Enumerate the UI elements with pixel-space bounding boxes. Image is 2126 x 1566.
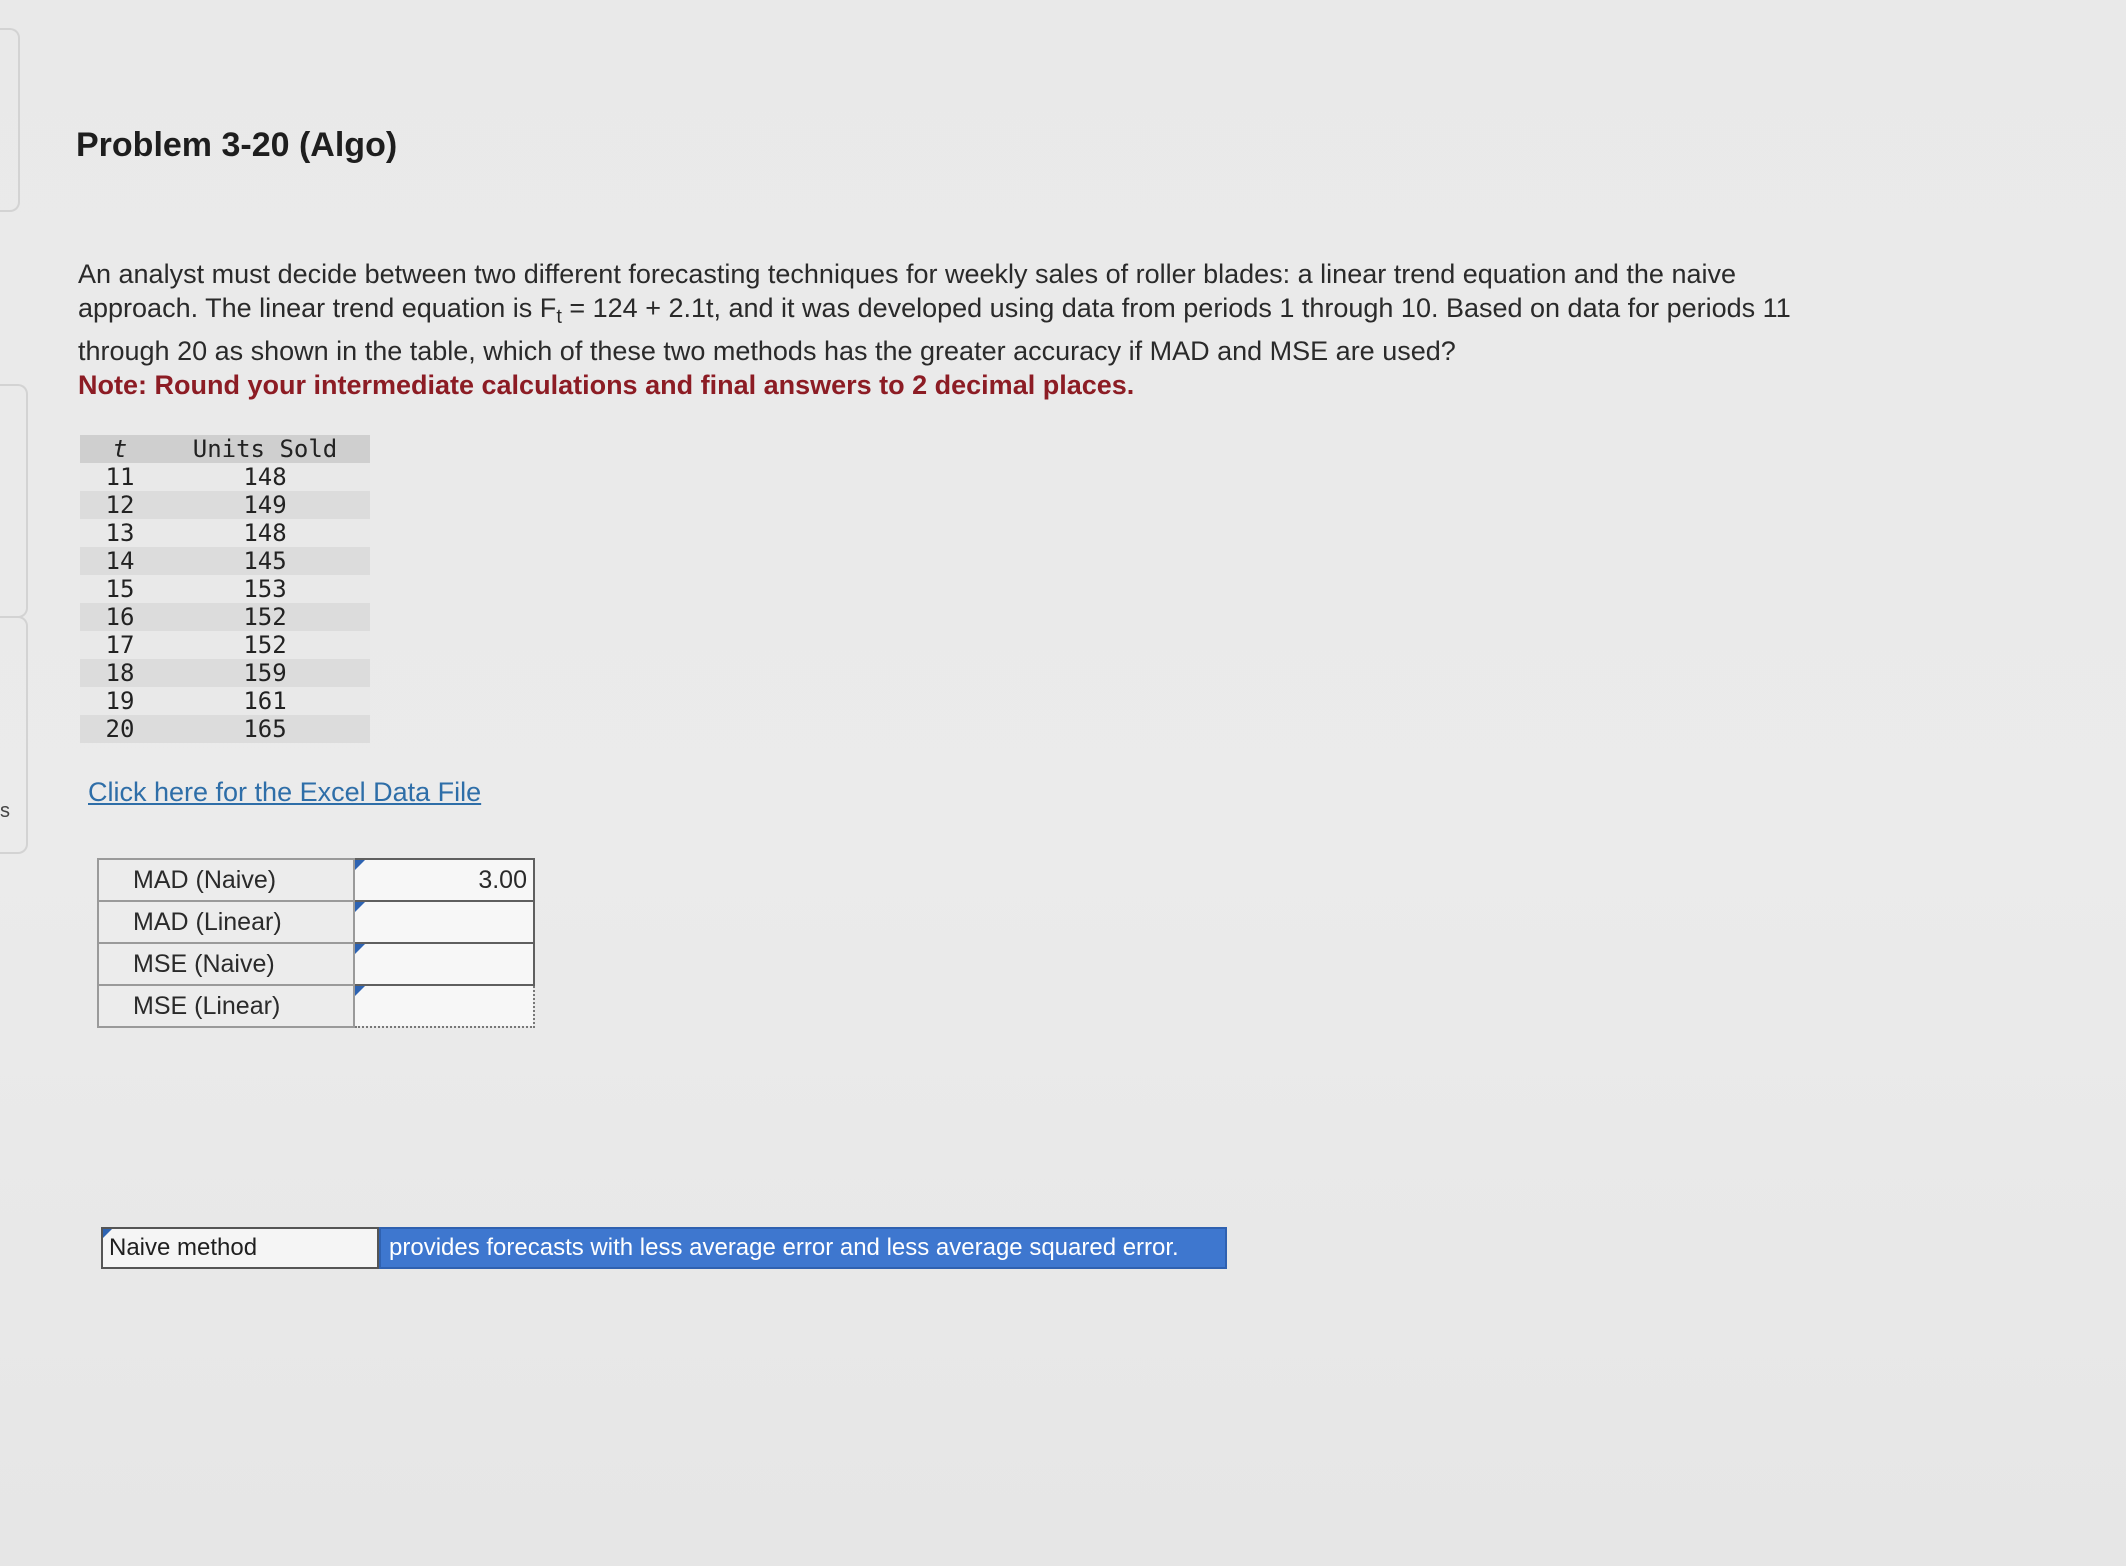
units-cell: 153 <box>160 575 370 603</box>
answer-label: MAD (Linear) <box>98 901 354 943</box>
rounding-note: Note: Round your intermediate calculations and final answers to 2 decimal places. <box>78 370 1135 400</box>
table-row <box>80 575 370 603</box>
units-cell: 159 <box>160 659 370 687</box>
mse-naive-input[interactable] <box>354 943 534 985</box>
sales-data-table <box>80 435 370 743</box>
answer-row-mad-linear <box>98 901 534 943</box>
units-cell: 152 <box>160 631 370 659</box>
units-cell: 152 <box>160 603 370 631</box>
units-cell: 165 <box>160 715 370 743</box>
column-header-t: t <box>80 435 160 463</box>
conclusion-sentence <box>101 1227 1227 1269</box>
table-row <box>80 715 370 743</box>
period-cell: 12 <box>80 491 160 519</box>
subscript-t: t <box>556 306 562 328</box>
problem-title: Problem 3-20 (Algo) <box>76 126 398 164</box>
method-dropdown[interactable]: Naive method <box>101 1227 379 1269</box>
conclusion-text: provides forecasts with less average error and less average squared error. <box>379 1227 1227 1269</box>
table-row <box>80 687 370 715</box>
units-cell: 149 <box>160 491 370 519</box>
problem-text <box>78 257 1838 402</box>
answer-row-mad-naive <box>98 859 534 901</box>
left-panel-edge-top <box>0 28 20 212</box>
answer-table <box>97 858 535 1028</box>
period-cell: 19 <box>80 687 160 715</box>
table-row <box>80 659 370 687</box>
answer-label: MSE (Naive) <box>98 943 354 985</box>
period-cell: 15 <box>80 575 160 603</box>
left-panel-letter: s <box>0 800 10 822</box>
period-cell: 16 <box>80 603 160 631</box>
period-cell: 17 <box>80 631 160 659</box>
answer-row-mse-linear <box>98 985 534 1027</box>
column-header-units-sold: Units Sold <box>160 435 370 463</box>
table-row <box>80 519 370 547</box>
answer-label: MSE (Linear) <box>98 985 354 1027</box>
units-cell: 148 <box>160 463 370 491</box>
problem-text-part2: = 124 + 2.1t, and it was developed using data from periods 1 through 10. Based on data for periods 11 through 20 as shown in the table, which of these two methods has the greater accuracy if MAD and MSE are used? <box>78 293 1791 366</box>
units-cell: 148 <box>160 519 370 547</box>
mad-naive-input[interactable]: 3.00 <box>354 859 534 901</box>
units-cell: 161 <box>160 687 370 715</box>
table-row <box>80 603 370 631</box>
left-panel-edge-middle <box>0 384 28 618</box>
mse-linear-input[interactable] <box>354 985 534 1027</box>
period-cell: 18 <box>80 659 160 687</box>
answer-row-mse-naive <box>98 943 534 985</box>
excel-data-file-link[interactable]: Click here for the Excel Data File <box>88 777 482 807</box>
table-row <box>80 463 370 491</box>
table-header-row <box>80 435 370 463</box>
period-cell: 13 <box>80 519 160 547</box>
problem-text-part1: An analyst must decide between two different forecasting techniques for weekly sales of roller blades: a linear trend equation and the naive approach. The linear trend equation is F <box>78 259 1736 323</box>
units-cell: 145 <box>160 547 370 575</box>
table-row <box>80 491 370 519</box>
table-row <box>80 547 370 575</box>
table-row <box>80 631 370 659</box>
period-cell: 14 <box>80 547 160 575</box>
period-cell: 11 <box>80 463 160 491</box>
mad-linear-input[interactable] <box>354 901 534 943</box>
answer-label: MAD (Naive) <box>98 859 354 901</box>
period-cell: 20 <box>80 715 160 743</box>
